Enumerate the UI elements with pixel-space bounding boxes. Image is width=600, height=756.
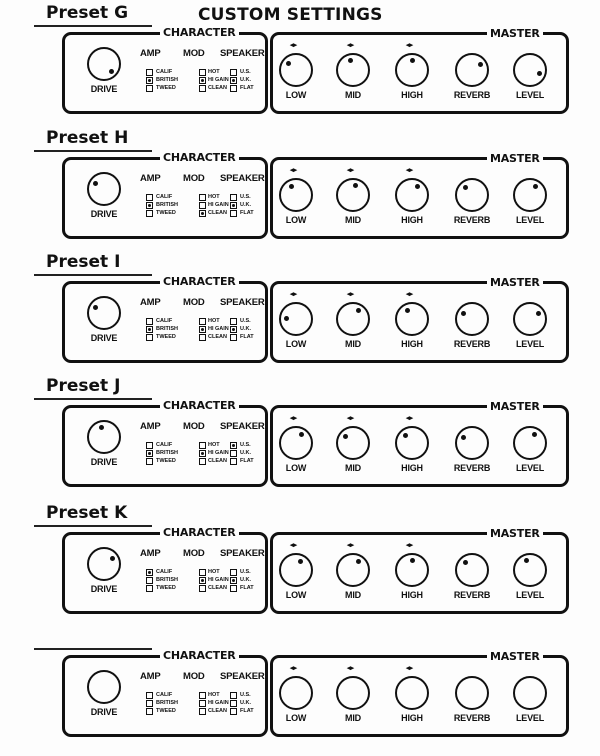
mod-option-label: HOT [208,569,220,575]
mod-column-header: MOD [183,671,205,682]
speaker-option-u-k-checkbox[interactable] [230,326,237,333]
amp-column-header: AMP [140,421,161,432]
amp-option-britishcheckbox[interactable] [146,450,153,457]
speaker-option-u-k-checkbox[interactable] [230,700,237,707]
reverb-label: REVERB [453,463,491,473]
mid-knob[interactable] [336,676,370,710]
mod-option-label: HOT [208,69,220,75]
level-label: LEVEL [515,463,544,473]
knob-indicator [403,433,408,438]
speaker-option-u-s-checkbox[interactable] [230,442,237,449]
master-heading: MASTER [487,400,543,413]
mod-option-hi-gaincheckbox[interactable] [199,700,206,707]
level-knob[interactable] [513,676,547,710]
mod-option-label: HI GAIN [208,700,229,706]
speaker-option-u-s-checkbox[interactable] [230,569,237,576]
mod-option-label: HI GAIN [208,202,229,208]
mid-knob[interactable] [336,302,370,336]
mod-option-label: CLEAN [208,85,227,91]
mod-column-header: MOD [183,421,205,432]
preset-underline [34,150,152,152]
speaker-option-label: U.S. [240,692,251,698]
knob-indicator [348,58,353,63]
mid-knob[interactable] [336,426,370,460]
knob-indicator [110,556,115,561]
level-label: LEVEL [515,590,544,600]
mod-option-hotcheckbox[interactable] [199,194,206,201]
speaker-option-label: U.K. [240,577,251,583]
speaker-option-label: FLAT [240,585,254,591]
speaker-option-flatcheckbox[interactable] [230,210,237,217]
mod-option-hotcheckbox[interactable] [199,442,206,449]
mid-label: MID [345,713,361,723]
knob-indicator [353,183,358,188]
speaker-option-u-k-checkbox[interactable] [230,450,237,457]
mid-knob[interactable] [336,553,370,587]
mid-label: MID [345,215,361,225]
master-panel [270,400,569,487]
drive-label: DRIVE [90,707,118,717]
amp-option-britishcheckbox[interactable] [146,577,153,584]
amp-option-britishcheckbox[interactable] [146,700,153,707]
high-knob[interactable] [395,426,429,460]
knob-indicator [478,62,483,67]
amp-option-britishcheckbox[interactable] [146,77,153,84]
speaker-option-label: U.K. [240,450,251,456]
speaker-column-header: SPEAKER [220,421,265,432]
mod-column-header: MOD [183,173,205,184]
speaker-option-u-s-checkbox[interactable] [230,318,237,325]
low-label: LOW [285,90,307,100]
amp-option-label: TWEED [156,85,176,91]
mod-option-label: HOT [208,318,220,324]
mod-option-cleancheckbox[interactable] [199,334,206,341]
amp-option-tweedcheckbox[interactable] [146,334,153,341]
mod-option-label: CLEAN [208,334,227,340]
mod-column-header: MOD [183,297,205,308]
mod-option-hotcheckbox[interactable] [199,692,206,699]
reverb-label: REVERB [453,339,491,349]
speaker-column-header: SPEAKER [220,48,265,59]
amp-option-tweedcheckbox[interactable] [146,708,153,715]
mid-label: MID [345,463,361,473]
amp-option-label: TWEED [156,210,176,216]
left-right-arrow-icon: ◂▸ [406,291,414,298]
amp-option-califcheckbox[interactable] [146,442,153,449]
mod-option-label: CLEAN [208,708,227,714]
speaker-option-label: FLAT [240,708,254,714]
low-knob[interactable] [279,302,313,336]
mod-option-cleancheckbox[interactable] [199,708,206,715]
speaker-option-label: U.S. [240,318,251,324]
mod-option-cleancheckbox[interactable] [199,210,206,217]
mod-option-label: HI GAIN [208,77,229,83]
character-panel [62,275,268,363]
speaker-option-label: FLAT [240,210,254,216]
amp-option-califcheckbox[interactable] [146,194,153,201]
mod-option-label: HI GAIN [208,450,229,456]
left-right-arrow-icon: ◂▸ [290,167,298,174]
amp-option-britishcheckbox[interactable] [146,326,153,333]
reverb-knob[interactable] [455,676,489,710]
character-panel [62,151,268,239]
speaker-option-u-s-checkbox[interactable] [230,69,237,76]
speaker-option-label: U.K. [240,202,251,208]
preset-label: Preset K [46,503,128,523]
master-heading: MASTER [487,650,543,663]
amp-option-label: BRITISH [156,77,178,83]
knob-indicator [284,316,289,321]
knob-indicator [299,432,304,437]
reverb-label: REVERB [453,90,491,100]
drive-knob[interactable] [87,670,121,704]
speaker-option-flatcheckbox[interactable] [230,708,237,715]
high-label: HIGH [401,590,423,600]
knob-indicator [410,58,415,63]
speaker-column-header: SPEAKER [220,671,265,682]
amp-option-label: BRITISH [156,326,178,332]
knob-indicator [356,559,361,564]
character-panel [62,26,268,114]
mid-knob[interactable] [336,53,370,87]
speaker-option-flatcheckbox[interactable] [230,334,237,341]
amp-option-califcheckbox[interactable] [146,692,153,699]
mod-column-header: MOD [183,48,205,59]
preset-label: Preset J [46,376,121,396]
preset-underline [34,25,152,27]
mod-column-header: MOD [183,548,205,559]
left-right-arrow-icon: ◂▸ [406,167,414,174]
amp-option-tweedcheckbox[interactable] [146,585,153,592]
knob-indicator [461,311,466,316]
mod-option-label: HI GAIN [208,326,229,332]
character-panel [62,526,268,614]
preset-underline [34,274,152,276]
level-label: LEVEL [515,90,544,100]
character-panel [62,649,268,737]
mod-option-label: HOT [208,194,220,200]
amp-option-label: CALIF [156,69,173,75]
mod-option-cleancheckbox[interactable] [199,458,206,465]
preset-section [0,5,600,125]
preset-label: Preset I [46,252,121,272]
master-panel [270,527,569,614]
amp-option-tweedcheckbox[interactable] [146,210,153,217]
high-knob[interactable] [395,302,429,336]
preset-underline [34,398,152,400]
amp-column-header: AMP [140,48,161,59]
speaker-option-flatcheckbox[interactable] [230,458,237,465]
level-knob[interactable] [513,302,547,336]
speaker-option-label: U.S. [240,69,251,75]
low-knob[interactable] [279,426,313,460]
mod-option-cleancheckbox[interactable] [199,85,206,92]
amp-option-califcheckbox[interactable] [146,69,153,76]
left-right-arrow-icon: ◂▸ [406,665,414,672]
speaker-option-u-k-checkbox[interactable] [230,77,237,84]
mid-label: MID [345,590,361,600]
drive-label: DRIVE [90,584,118,594]
preset-section [0,254,600,374]
knob-indicator [109,69,114,74]
knob-indicator [298,559,303,564]
drive-label: DRIVE [90,457,118,467]
left-right-arrow-icon: ◂▸ [347,542,355,549]
level-knob[interactable] [513,178,547,212]
mod-option-label: HI GAIN [208,577,229,583]
left-right-arrow-icon: ◂▸ [290,291,298,298]
drive-label: DRIVE [90,333,118,343]
left-right-arrow-icon: ◂▸ [347,415,355,422]
character-heading: CHARACTER [160,151,239,164]
reverb-label: REVERB [453,713,491,723]
knob-indicator [537,71,542,76]
amp-option-label: CALIF [156,692,173,698]
left-right-arrow-icon: ◂▸ [347,167,355,174]
low-label: LOW [285,463,307,473]
amp-option-califcheckbox[interactable] [146,318,153,325]
knob-indicator [343,434,348,439]
master-heading: MASTER [487,152,543,165]
amp-column-header: AMP [140,173,161,184]
preset-underline [34,525,152,527]
character-heading: CHARACTER [160,649,239,662]
knob-indicator [99,425,104,430]
level-knob[interactable] [513,553,547,587]
low-label: LOW [285,215,307,225]
amp-option-label: TWEED [156,458,176,464]
drive-knob[interactable] [87,172,121,206]
low-knob[interactable] [279,553,313,587]
level-knob[interactable] [513,53,547,87]
master-heading: MASTER [487,27,543,40]
mod-option-hotcheckbox[interactable] [199,569,206,576]
amp-option-label: BRITISH [156,202,178,208]
speaker-option-u-k-checkbox[interactable] [230,577,237,584]
amp-option-califcheckbox[interactable] [146,569,153,576]
preset-section [0,378,600,498]
preset-underline [34,648,152,650]
knob-indicator [532,432,537,437]
preset-section [0,130,600,250]
low-label: LOW [285,590,307,600]
amp-option-label: TWEED [156,585,176,591]
knob-indicator [286,61,291,66]
mod-option-hi-gaincheckbox[interactable] [199,450,206,457]
drive-knob[interactable] [87,547,121,581]
left-right-arrow-icon: ◂▸ [347,291,355,298]
high-label: HIGH [401,339,423,349]
master-panel [270,650,569,737]
left-right-arrow-icon: ◂▸ [347,42,355,49]
amp-option-label: CALIF [156,442,173,448]
level-label: LEVEL [515,339,544,349]
left-right-arrow-icon: ◂▸ [406,415,414,422]
level-label: LEVEL [515,215,544,225]
reverb-label: REVERB [453,590,491,600]
low-label: LOW [285,339,307,349]
high-label: HIGH [401,90,423,100]
amp-option-label: CALIF [156,318,173,324]
mod-option-hi-gaincheckbox[interactable] [199,326,206,333]
character-heading: CHARACTER [160,275,239,288]
amp-option-tweedcheckbox[interactable] [146,85,153,92]
preset-label: Preset H [46,128,129,148]
mod-option-hi-gaincheckbox[interactable] [199,577,206,584]
mod-option-hotcheckbox[interactable] [199,69,206,76]
amp-option-label: BRITISH [156,450,178,456]
speaker-option-label: FLAT [240,334,254,340]
speaker-option-label: U.K. [240,326,251,332]
high-knob[interactable] [395,53,429,87]
preset-section [0,505,600,625]
amp-column-header: AMP [140,297,161,308]
amp-option-label: BRITISH [156,577,178,583]
left-right-arrow-icon: ◂▸ [290,665,298,672]
reverb-knob[interactable] [455,426,489,460]
amp-column-header: AMP [140,671,161,682]
reverb-knob[interactable] [455,302,489,336]
master-panel [270,276,569,363]
amp-option-tweedcheckbox[interactable] [146,458,153,465]
drive-label: DRIVE [90,84,118,94]
speaker-option-u-s-checkbox[interactable] [230,692,237,699]
high-label: HIGH [401,215,423,225]
amp-option-label: BRITISH [156,700,178,706]
reverb-knob[interactable] [455,53,489,87]
speaker-option-label: FLAT [240,85,254,91]
mod-option-hi-gaincheckbox[interactable] [199,202,206,209]
knob-indicator [289,184,294,189]
amp-option-label: TWEED [156,334,176,340]
character-heading: CHARACTER [160,26,239,39]
speaker-option-flatcheckbox[interactable] [230,585,237,592]
mod-option-label: HOT [208,692,220,698]
amp-option-label: CALIF [156,194,173,200]
high-knob[interactable] [395,676,429,710]
mod-option-hotcheckbox[interactable] [199,318,206,325]
mod-option-cleancheckbox[interactable] [199,585,206,592]
mod-option-label: CLEAN [208,210,227,216]
page-title: CUSTOM SETTINGS [198,5,383,25]
high-knob[interactable] [395,178,429,212]
master-panel [270,152,569,239]
low-label: LOW [285,713,307,723]
mod-option-label: CLEAN [208,458,227,464]
speaker-option-u-s-checkbox[interactable] [230,194,237,201]
character-heading: CHARACTER [160,399,239,412]
low-knob[interactable] [279,676,313,710]
high-label: HIGH [401,713,423,723]
level-knob[interactable] [513,426,547,460]
speaker-option-label: U.K. [240,77,251,83]
master-panel [270,27,569,114]
amp-option-label: TWEED [156,708,176,714]
speaker-column-header: SPEAKER [220,173,265,184]
drive-knob[interactable] [87,47,121,81]
character-panel [62,399,268,487]
knob-indicator [536,311,541,316]
knob-indicator [463,560,468,565]
amp-column-header: AMP [140,548,161,559]
speaker-option-label: U.S. [240,194,251,200]
left-right-arrow-icon: ◂▸ [406,42,414,49]
knob-indicator [524,558,529,563]
drive-knob[interactable] [87,296,121,330]
speaker-option-label: FLAT [240,458,254,464]
left-right-arrow-icon: ◂▸ [406,542,414,549]
mid-label: MID [345,339,361,349]
low-knob[interactable] [279,53,313,87]
speaker-option-label: U.K. [240,700,251,706]
knob-indicator [415,184,420,189]
reverb-label: REVERB [453,215,491,225]
drive-label: DRIVE [90,209,118,219]
knob-indicator [463,185,468,190]
mod-option-label: HOT [208,442,220,448]
mod-option-hi-gaincheckbox[interactable] [199,77,206,84]
preset-label: Preset G [46,3,129,23]
left-right-arrow-icon: ◂▸ [290,415,298,422]
drive-knob[interactable] [87,420,121,454]
reverb-knob[interactable] [455,178,489,212]
speaker-column-header: SPEAKER [220,548,265,559]
low-knob[interactable] [279,178,313,212]
master-heading: MASTER [487,527,543,540]
left-right-arrow-icon: ◂▸ [290,42,298,49]
amp-option-britishcheckbox[interactable] [146,202,153,209]
knob-indicator [93,305,98,310]
speaker-option-label: U.S. [240,442,251,448]
knob-indicator [356,308,361,313]
knob-indicator [410,558,415,563]
speaker-option-u-k-checkbox[interactable] [230,202,237,209]
character-heading: CHARACTER [160,526,239,539]
mid-knob[interactable] [336,178,370,212]
left-right-arrow-icon: ◂▸ [347,665,355,672]
speaker-column-header: SPEAKER [220,297,265,308]
speaker-option-label: U.S. [240,569,251,575]
knob-indicator [533,184,538,189]
reverb-knob[interactable] [455,553,489,587]
knob-indicator [93,181,98,186]
preset-section [0,628,600,748]
left-right-arrow-icon: ◂▸ [290,542,298,549]
level-label: LEVEL [515,713,544,723]
knob-indicator [461,435,466,440]
mod-option-label: CLEAN [208,585,227,591]
amp-option-label: CALIF [156,569,173,575]
mid-label: MID [345,90,361,100]
high-knob[interactable] [395,553,429,587]
knob-indicator [405,308,410,313]
speaker-option-flatcheckbox[interactable] [230,85,237,92]
high-label: HIGH [401,463,423,473]
master-heading: MASTER [487,276,543,289]
